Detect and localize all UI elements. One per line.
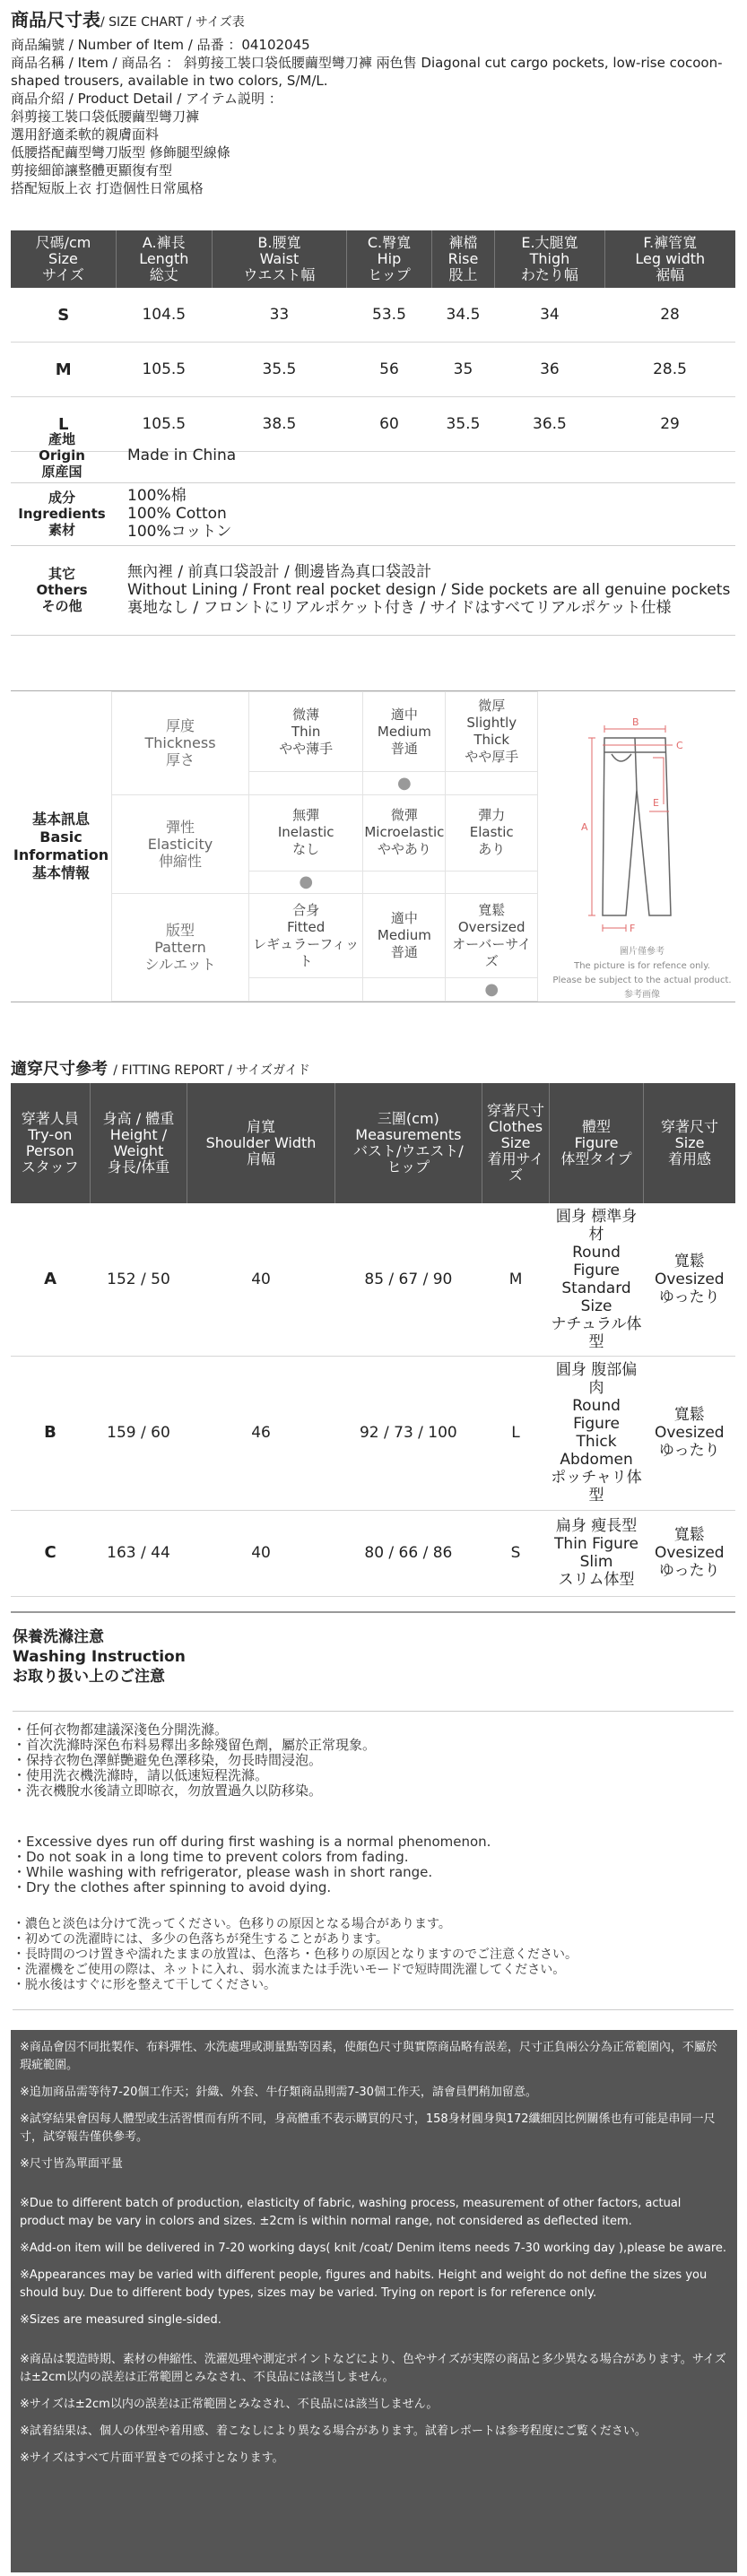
option-elastic: 彈力 Elastic あり [446, 794, 538, 871]
header-hip: C.臀寬 Hip ヒップ [347, 230, 431, 288]
diagram-label-e: E [653, 797, 659, 809]
fitting-table [11, 1083, 735, 1597]
product-detail-label: 商品介紹 / Product Detail / アイテム説明 ： [11, 91, 282, 107]
note: ※Add-on item will be delivered in 7-20 working days( knit /coat/ Denim items needs 7-30 working day ),please be aware. [20, 2242, 727, 2255]
selected-dot: ● [363, 772, 446, 795]
table-row: L 105.5 38.5 60 35.5 36.5 29 [11, 397, 735, 452]
fabric-attributes-table [111, 691, 538, 1002]
divider [11, 1611, 735, 1613]
item-name: 商品名稱 / Item / 商品名 ： 斜剪接工裝口袋低腰繭型彎刀褲 兩色售 Diagonal cut cargo pockets, low-rise cocoon-shaped trousers, available in two colors, S/M/L. [11, 55, 723, 89]
pattern-label: 版型 Pattern シルエット [112, 894, 249, 1002]
header-measurements: 三圍(cm) Measurements バスト/ウエスト/ ヒップ [334, 1083, 482, 1203]
option-slightly-thick: 微厚 Slightly Thick やや厚手 [446, 692, 538, 772]
elasticity-label: 彈性 Elasticity 伸縮性 [112, 794, 249, 893]
diagram-caption: 参考画像 [624, 990, 660, 1000]
washing-ja: ・濃色と淡色は分けて洗ってください。色移りの原因となる場合があります。 ・初めての洗濯時には、多少の色落ちが発生することがあります。 ・長時間のつけ置きや濡れたままの放置は、色落ち・色移りの原因となりますのでご注意ください。 ・洗濯機をご使用の際は、ネットに入れ、弱水流または手洗いモードで短時間洗濯してください。 ・脱水後はすぐに形を整えて干してください。 [13, 1917, 578, 1992]
selected-dot: ● [249, 871, 363, 894]
size-chart-title: 商品尺寸表/ SIZE CHART / サイズ表 [11, 9, 245, 30]
size-table [11, 230, 735, 452]
selected-dot: ● [446, 978, 538, 1002]
note: ※追加商品需等待7-20個工作天；針織、外套、牛仔類商品則需7-30個工作天，請會員們稍加留意。 [20, 2086, 537, 2099]
note: ※Due to different batch of production, elasticity of fabric, washing process, measurement of other factors, actual product may be vary in colors and sizes. ±2cm is within normal range, not considered as deflected item. [20, 2197, 682, 2228]
note: ※Appearances may be varied with different people, figures and habits. Height and weight do not define the sizes you should buy. Due to different body types, sizes may be varied. Trying on report is for reference only. [20, 2268, 708, 2300]
note: ※商品會因不同批製作、布料彈性、水洗處理或測量點等因素，使顏色尺寸與實際商品略有誤差，尺寸正負兩公分為正常範圍內，不屬於瑕疵範圍。 [20, 2041, 717, 2072]
header-fit: 穿著尺寸 Size 着用感 [644, 1083, 735, 1203]
pattern-row [112, 894, 538, 978]
header-clothes-size: 穿著尺寸 Clothes Size 着用サイズ [482, 1083, 550, 1203]
note: ※サイズはすべて片面平置きでの採寸となります。 [20, 2451, 284, 2465]
detail-line: 選用舒適柔軟的親膚面料 [11, 126, 160, 143]
basic-info-label: 基本訊息 Basic Information 基本情報 [13, 811, 109, 881]
ingredients-value: 100%棉 100% Cotton 100%コットン [113, 482, 735, 545]
option-medium: 適中 Medium 普通 [363, 692, 446, 772]
diagram-label-f: F [630, 923, 636, 934]
table-row: A 152 / 50 40 85 / 67 / 90 M 圓身 標準身材 Round Figure Standard Size ナチュラル体型 寬鬆 Ovesized ゆったり [11, 1203, 735, 1356]
header-waist: B.腰寬 Waist ウエスト幅 [212, 230, 347, 288]
detail-line: 搭配短版上衣 打造個性日常風格 [11, 180, 204, 196]
diagram-caption: 圖片僅參考 [620, 947, 664, 957]
item-number: 商品編號 / Number of Item / 品番 ：04102045 [11, 37, 310, 53]
header-height-weight: 身高 / 體重 Height / Weight 身長/体重 [90, 1083, 187, 1203]
diagram-label-c: C [676, 740, 683, 751]
diagram-caption: The picture is for refence only. [574, 961, 710, 971]
elasticity-row [112, 794, 538, 871]
option-inelastic: 無彈 Inelastic なし [249, 794, 363, 871]
diagram-label-b: B [632, 716, 639, 728]
option-microelastic: 微彈 Microelastic ややあり [363, 794, 446, 871]
origin-label: 產地 Origin 原産国 [11, 429, 113, 482]
detail-line: 斜剪接工裝口袋低腰繭型彎刀褲 [11, 108, 200, 125]
header-leg-width: F.褲管寬 Leg width 裾幅 [604, 230, 735, 288]
ingredients-row [11, 482, 735, 545]
header-rise: 褲檔 Rise 股上 [431, 230, 495, 288]
detail-line: 剪接細節讓整體更顯復有型 [11, 162, 173, 178]
detail-line: 低腰搭配繭型彎刀版型 修飾腿型線條 [11, 144, 230, 160]
table-row: S 104.5 33 53.5 34.5 34 28 [11, 288, 735, 343]
product-description [11, 36, 737, 197]
product-info-table [11, 429, 735, 636]
note: ※Sizes are measured single-sided. [20, 2313, 221, 2327]
others-row [11, 545, 735, 635]
washing-title: 保養洗滌注意 Washing Instruction お取り扱い上のご注意 [13, 1628, 186, 1686]
trousers-diagram [549, 691, 735, 1002]
basic-info-section [11, 690, 735, 1002]
header-length: A.褲長 Length 総丈 [116, 230, 212, 288]
note: ※サイズは±2cm以内の誤差は正常範囲とみなされ、不良品には該当しません。 [20, 2398, 439, 2411]
origin-value: Made in China [113, 429, 735, 482]
header-size: 尺碼/cm Size サイズ [11, 230, 116, 288]
thickness-label: 厚度 Thickness 厚さ [112, 692, 249, 795]
note: ※試着結果は、個人の体型や着用感、着こなしにより異なる場合があります。試着レポートは参考程度にご覧ください。 [20, 2424, 647, 2438]
header-person: 穿著人員 Try-on Person スタッフ [11, 1083, 90, 1203]
thickness-row [112, 692, 538, 772]
option-thin: 微薄 Thin やや薄手 [249, 692, 363, 772]
header-thigh: E.大腿寬 Thigh わたり幅 [495, 230, 604, 288]
diagram-label-a: A [581, 821, 588, 833]
header-figure: 體型 Figure 体型タイプ [550, 1083, 644, 1203]
others-value: 無內裡 / 前真口袋設計 / 側邊皆為真口袋設計 Without Lining / Front real pocket design / Side pockets are all genuine pockets 裏地なし / フロントにリアルポケット付き / サイドはすべてリアルポケット仕様 [113, 545, 735, 635]
ingredients-label: 成分 Ingredients 素材 [11, 482, 113, 545]
washing-zh: ・任何衣物都建議深淺色分開洗滌。 ・首次洗滌時深色布料易釋出多餘殘留色劑，屬於正常現象。 ・保持衣物色澤鮮艷避免色澤移染，勿長時間浸泡。 ・使用洗衣機洗滌時，請以低速短程洗滌。 ・洗衣機脫水後請立即晾衣，勿放置過久以防移染。 [13, 1722, 377, 1799]
washing-en: ・Excessive dyes run off during first washing is a normal phenomenon. ・Do not soak in a long time to prevent colors from fading. ・While washing with refrigerator, please wash in short range. ・Dry the clothes after spinning to avoid dying. [13, 1834, 491, 1895]
table-row: B 159 / 60 46 92 / 73 / 100 L 圓身 腹部偏肉 Round Figure Thick Abdomen ポッチャリ体型 寬鬆 Ovesized ゆったり [11, 1356, 735, 1510]
diagram-caption: Please be subject to the actual product. [552, 976, 732, 985]
option-medium: 適中 Medium 普通 [363, 894, 446, 978]
origin-row [11, 429, 735, 482]
trousers-icon [549, 691, 735, 1002]
fitting-report-title: 適穿尺寸參考 / FITTING REPORT / サイズガイド [11, 1060, 310, 1079]
note: ※尺寸皆為單面平量 [20, 2157, 123, 2171]
table-row: M 105.5 35.5 56 35 36 28.5 [11, 343, 735, 397]
note: ※商品は製造時期、素材の伸縮性、洗濯処理や測定ポイントなどにより、色やサイズが実際の商品と多少異なる場合があります。サイズは±2cm以内の誤差は正常範囲とみなされ、不良品には該当しません。 [20, 2353, 726, 2384]
header-shoulder: 肩寬 Shoulder Width 肩幅 [187, 1083, 334, 1203]
option-fitted: 合身 Fitted レギュラーフィット [249, 894, 363, 978]
washing-instructions [13, 1711, 734, 2010]
notes-box [11, 2030, 737, 2572]
option-oversized: 寬鬆 Oversized オーバーサイズ [446, 894, 538, 978]
others-label: 其它 Others その他 [11, 545, 113, 635]
table-row: C 163 / 44 40 80 / 66 / 86 S 扁身 瘦長型 Thin Figure Slim スリム体型 寬鬆 Ovesized ゆったり [11, 1510, 735, 1596]
note: ※試穿結果會因每人體型或生活習慣而有所不同，身高體重不表示購買的尺寸，158身材圓身與172纖細因比例關係也有可能是串同一尺寸，試穿報告僅供參考。 [20, 2112, 716, 2144]
fitting-table-header [11, 1083, 735, 1203]
size-table-header [11, 230, 735, 288]
